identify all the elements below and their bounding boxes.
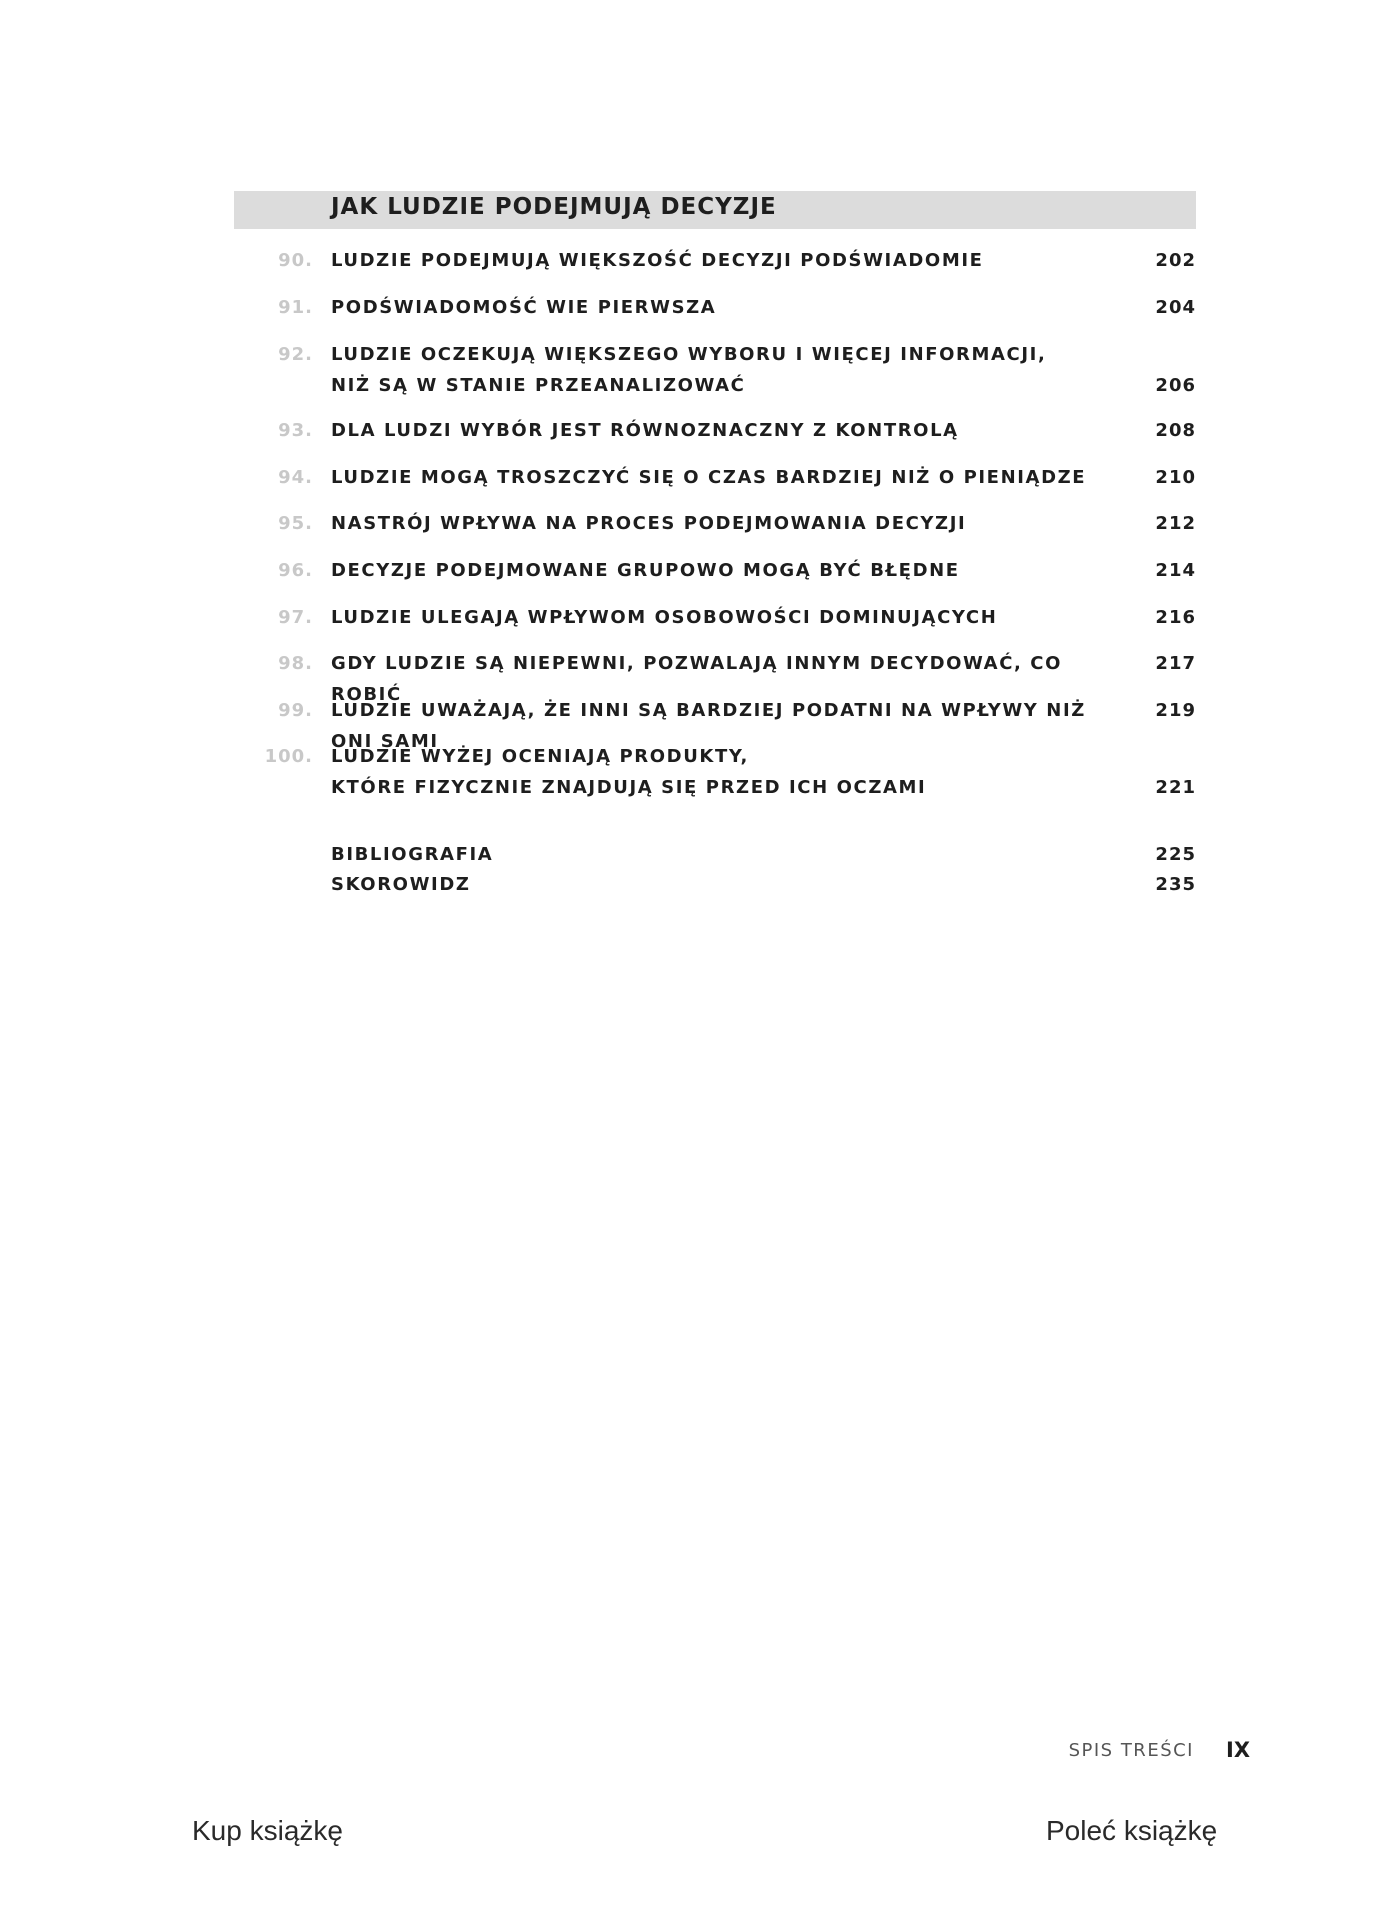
entry-number: 93. [278,420,313,441]
entry-page-number: 206 [1155,375,1196,396]
toc-entry [234,555,1196,586]
entry-page-number: 216 [1155,607,1196,628]
backmatter-entry [234,840,1196,870]
entry-page-number: 208 [1155,420,1196,441]
entry-number: 96. [278,560,313,581]
entry-title: DLA LUDZI WYBÓR JEST RÓWNOZNACZNY Z KONTROLĄ [331,420,959,441]
backmatter-entry [234,870,1196,900]
entry-number: 95. [278,513,313,534]
entry-page-number: 221 [1155,777,1196,798]
entry-number: 97. [278,607,313,628]
backmatter-label: BIBLIOGRAFIA [331,844,494,865]
entry-title: LUDZIE WYŻEJ OCENIAJĄ PRODUKTY, KTÓRE FIZYCZNIE ZNAJDUJĄ SIĘ PRZED ICH OCZAMI [331,746,927,798]
entry-title: GDY LUDZIE SĄ NIEPEWNI, POZWALAJĄ INNYM DECYDOWAĆ, CO ROBIĆ [331,653,1063,705]
toc-entry [234,415,1196,446]
section-title: JAK LUDZIE PODEJMUJĄ DECYZJE [331,194,777,220]
entry-number: 94. [278,467,313,488]
entry-page-number: 202 [1155,250,1196,271]
toc-entry [234,648,1196,705]
entry-number: 100. [264,746,313,767]
entry-title: LUDZIE OCZEKUJĄ WIĘKSZEGO WYBORU I WIĘCEJ INFORMACJI, NIŻ SĄ W STANIE PRZEANALIZOWAĆ [331,344,1047,396]
entry-number: 90. [278,250,313,271]
backmatter-label: SKOROWIDZ [331,874,471,895]
entry-title: LUDZIE ULEGAJĄ WPŁYWOM OSOBOWOŚCI DOMINUJĄCYCH [331,607,998,628]
entry-title: NASTRÓJ WPŁYWA NA PROCES PODEJMOWANIA DECYZJI [331,513,967,534]
entry-title: PODŚWIADOMOŚĆ WIE PIERWSZA [331,297,717,318]
entry-page-number: 219 [1155,700,1196,721]
footer-page-number: IX [1226,1738,1251,1762]
backmatter-page-number: 225 [1155,844,1196,865]
entry-title: LUDZIE MOGĄ TROSZCZYĆ SIĘ O CZAS BARDZIEJ NIŻ O PIENIĄDZE [331,467,1087,488]
recommend-book-link[interactable]: Poleć książkę [1046,1815,1218,1846]
buy-book-link[interactable]: Kup książkę [192,1815,343,1846]
entry-number: 91. [278,297,313,318]
entry-title: LUDZIE PODEJMUJĄ WIĘKSZOŚĆ DECYZJI PODŚWIADOMIE [331,250,984,271]
entry-page-number: 214 [1155,560,1196,581]
entry-number: 99. [278,700,313,721]
footer-section-name: SPIS TREŚCI [1068,1740,1194,1761]
entry-title: DECYZJE PODEJMOWANE GRUPOWO MOGĄ BYĆ BŁĘDNE [331,560,960,581]
toc-entry [234,508,1196,539]
toc-entry [234,695,1196,752]
entry-page-number: 212 [1155,513,1196,534]
entry-page-number: 210 [1155,467,1196,488]
toc-entry [234,292,1196,323]
toc-entry [234,462,1196,493]
toc-entry [234,339,1196,401]
backmatter-list [234,840,1196,900]
entry-page-number: 204 [1155,297,1196,318]
entry-number: 98. [278,653,313,674]
backmatter-page-number: 235 [1155,874,1196,895]
toc-entry [234,741,1196,803]
section-header-bar [234,191,1196,229]
entry-title: LUDZIE UWAŻAJĄ, ŻE INNI SĄ BARDZIEJ PODATNI NA WPŁYWY NIŻ ONI SAMI [331,700,1086,752]
entry-number: 92. [278,344,313,365]
toc-entry [234,602,1196,633]
entry-page-number: 217 [1155,653,1196,674]
toc-entry [234,245,1196,276]
